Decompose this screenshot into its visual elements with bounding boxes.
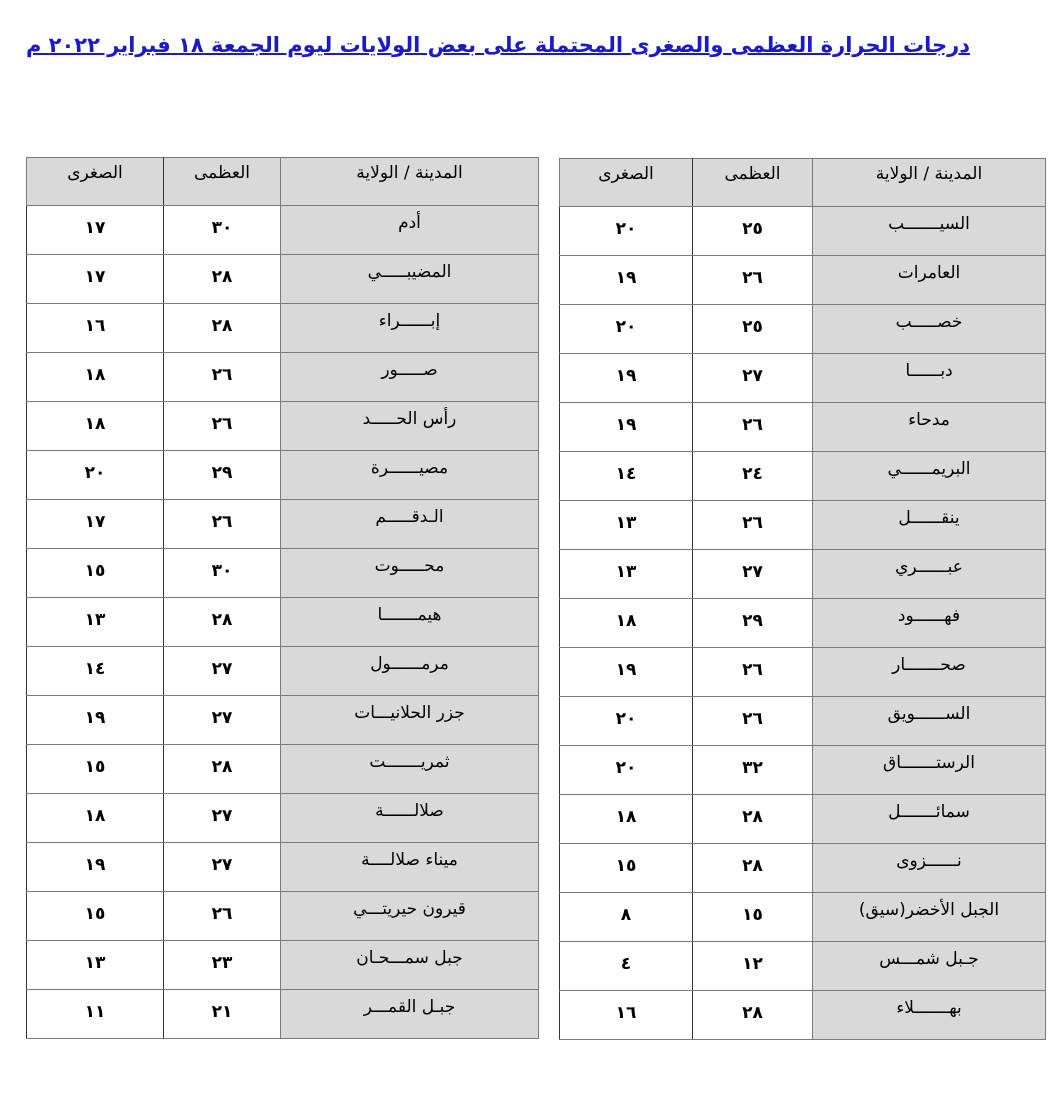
min-temp-cell: ٢٠ xyxy=(560,305,693,354)
max-temp-cell: ١٢ xyxy=(693,942,813,991)
city-cell: أدم xyxy=(281,206,539,255)
max-temp-cell: ٢٦ xyxy=(693,501,813,550)
max-temp-cell: ٢٧ xyxy=(164,647,281,696)
city-cell: إبــــــراء xyxy=(281,304,539,353)
city-cell: الرستـــــــاق xyxy=(813,746,1046,795)
max-temp-cell: ٢٦ xyxy=(693,403,813,452)
city-cell: عبــــــري xyxy=(813,550,1046,599)
header-city: المدينة / الولاية xyxy=(281,158,539,206)
max-temp-cell: ٢٩ xyxy=(693,599,813,648)
max-temp-cell: ٢٦ xyxy=(164,353,281,402)
table-row xyxy=(27,304,539,353)
table-row xyxy=(27,500,539,549)
max-temp-cell: ٢٦ xyxy=(164,402,281,451)
max-temp-cell: ٢٧ xyxy=(693,550,813,599)
min-temp-cell: ١٤ xyxy=(27,647,164,696)
city-cell: العامرات xyxy=(813,256,1046,305)
city-cell: صـــــور xyxy=(281,353,539,402)
min-temp-cell: ٢٠ xyxy=(27,451,164,500)
max-temp-cell: ٢٣ xyxy=(164,941,281,990)
min-temp-cell: ١٣ xyxy=(560,550,693,599)
min-temp-cell: ٤ xyxy=(560,942,693,991)
min-temp-cell: ١٩ xyxy=(27,843,164,892)
max-temp-cell: ٢١ xyxy=(164,990,281,1039)
city-cell: الســــــويق xyxy=(813,697,1046,746)
min-temp-cell: ١٩ xyxy=(560,648,693,697)
max-temp-cell: ٣٢ xyxy=(693,746,813,795)
header-max: العظمى xyxy=(164,158,281,206)
max-temp-cell: ٢٦ xyxy=(164,500,281,549)
table-row xyxy=(27,598,539,647)
min-temp-cell: ٢٠ xyxy=(560,207,693,256)
table-row xyxy=(27,353,539,402)
max-temp-cell: ٢٨ xyxy=(693,991,813,1040)
max-temp-cell: ٢٧ xyxy=(164,843,281,892)
table-row xyxy=(27,745,539,794)
city-cell: رأس الحـــــد xyxy=(281,402,539,451)
max-temp-cell: ٢٨ xyxy=(164,745,281,794)
city-cell: محـــــوت xyxy=(281,549,539,598)
table-row xyxy=(560,550,1046,599)
header-max: العظمى xyxy=(693,159,813,207)
table-row xyxy=(560,256,1046,305)
city-cell: صحـــــــار xyxy=(813,648,1046,697)
min-temp-cell: ٢٠ xyxy=(560,746,693,795)
min-temp-cell: ١٩ xyxy=(560,354,693,403)
city-cell: الـدقـــــم xyxy=(281,500,539,549)
table-row xyxy=(560,354,1046,403)
header-city: المدينة / الولاية xyxy=(813,159,1046,207)
table-row xyxy=(27,794,539,843)
city-cell: مصيــــــرة xyxy=(281,451,539,500)
city-cell: صلالــــــة xyxy=(281,794,539,843)
table-row xyxy=(27,255,539,304)
min-temp-cell: ١٦ xyxy=(560,991,693,1040)
min-temp-cell: ١٩ xyxy=(560,256,693,305)
max-temp-cell: ٢٧ xyxy=(164,794,281,843)
table-row xyxy=(27,402,539,451)
min-temp-cell: ١٥ xyxy=(27,549,164,598)
table-row xyxy=(27,206,539,255)
table-row xyxy=(560,991,1046,1040)
table-row xyxy=(560,697,1046,746)
table-header-row xyxy=(560,159,1046,207)
min-temp-cell: ١٧ xyxy=(27,500,164,549)
right-temperature-table xyxy=(559,158,1046,1040)
table-row xyxy=(560,795,1046,844)
table-row xyxy=(27,549,539,598)
max-temp-cell: ٢٥ xyxy=(693,305,813,354)
max-temp-cell: ٣٠ xyxy=(164,206,281,255)
city-cell: ينقــــــل xyxy=(813,501,1046,550)
city-cell: جـبل شمـــس xyxy=(813,942,1046,991)
table-row xyxy=(560,599,1046,648)
city-cell: ثمريـــــــت xyxy=(281,745,539,794)
table-row xyxy=(560,893,1046,942)
max-temp-cell: ٢٨ xyxy=(164,255,281,304)
max-temp-cell: ٢٦ xyxy=(164,892,281,941)
max-temp-cell: ٢٥ xyxy=(693,207,813,256)
table-row xyxy=(560,844,1046,893)
table-row xyxy=(27,696,539,745)
max-temp-cell: ٢٨ xyxy=(164,598,281,647)
city-cell: هيمـــــــا xyxy=(281,598,539,647)
max-temp-cell: ٢٦ xyxy=(693,256,813,305)
min-temp-cell: ٢٠ xyxy=(560,697,693,746)
table-row xyxy=(560,403,1046,452)
min-temp-cell: ١٩ xyxy=(27,696,164,745)
min-temp-cell: ٨ xyxy=(560,893,693,942)
city-cell: جبـل القمـــر xyxy=(281,990,539,1039)
city-cell: جبل سمـــحـان xyxy=(281,941,539,990)
table-row xyxy=(560,942,1046,991)
max-temp-cell: ٢٧ xyxy=(164,696,281,745)
max-temp-cell: ١٥ xyxy=(693,893,813,942)
min-temp-cell: ١٧ xyxy=(27,255,164,304)
page-title: درجات الحرارة العظمى والصغرى المحتملة على بعض الولايات ليوم الجمعة ١٨ فبراير ٢٠٢٢ م xyxy=(25,33,970,57)
city-cell: سمائـــــــل xyxy=(813,795,1046,844)
table-row xyxy=(27,451,539,500)
min-temp-cell: ١٦ xyxy=(27,304,164,353)
table-row xyxy=(27,892,539,941)
city-cell: خصـــــب xyxy=(813,305,1046,354)
min-temp-cell: ١٥ xyxy=(27,745,164,794)
min-temp-cell: ١٨ xyxy=(560,795,693,844)
table-row xyxy=(560,648,1046,697)
max-temp-cell: ٢٧ xyxy=(693,354,813,403)
city-cell: المضيبـــــي xyxy=(281,255,539,304)
min-temp-cell: ١٩ xyxy=(560,403,693,452)
city-cell: بهـــــــلاء xyxy=(813,991,1046,1040)
min-temp-cell: ١٨ xyxy=(27,353,164,402)
table-row xyxy=(560,501,1046,550)
min-temp-cell: ١٣ xyxy=(560,501,693,550)
city-cell: الجبل الأخضر(سيق) xyxy=(813,893,1046,942)
table-row xyxy=(27,990,539,1039)
header-min: الصغرى xyxy=(27,158,164,206)
min-temp-cell: ١٧ xyxy=(27,206,164,255)
table-row xyxy=(27,647,539,696)
city-cell: قيرون حيريتـــي xyxy=(281,892,539,941)
table-row xyxy=(560,305,1046,354)
min-temp-cell: ١١ xyxy=(27,990,164,1039)
city-cell: مدحاء xyxy=(813,403,1046,452)
min-temp-cell: ١٥ xyxy=(560,844,693,893)
table-row xyxy=(560,452,1046,501)
header-min: الصغرى xyxy=(560,159,693,207)
table-row xyxy=(560,207,1046,256)
max-temp-cell: ٢٦ xyxy=(693,697,813,746)
city-cell: نــــــزوى xyxy=(813,844,1046,893)
max-temp-cell: ٢٨ xyxy=(164,304,281,353)
max-temp-cell: ٢٨ xyxy=(693,844,813,893)
city-cell: فهــــــود xyxy=(813,599,1046,648)
city-cell: دبــــــا xyxy=(813,354,1046,403)
max-temp-cell: ٢٩ xyxy=(164,451,281,500)
city-cell: البريمــــــي xyxy=(813,452,1046,501)
min-temp-cell: ١٤ xyxy=(560,452,693,501)
min-temp-cell: ١٣ xyxy=(27,598,164,647)
min-temp-cell: ١٥ xyxy=(27,892,164,941)
table-row xyxy=(27,941,539,990)
min-temp-cell: ١٣ xyxy=(27,941,164,990)
max-temp-cell: ٢٤ xyxy=(693,452,813,501)
min-temp-cell: ١٨ xyxy=(560,599,693,648)
max-temp-cell: ٣٠ xyxy=(164,549,281,598)
city-cell: ميناء صلالــــة xyxy=(281,843,539,892)
max-temp-cell: ٢٨ xyxy=(693,795,813,844)
city-cell: السيـــــــب xyxy=(813,207,1046,256)
left-temperature-table xyxy=(26,157,539,1039)
city-cell: مرمــــــول xyxy=(281,647,539,696)
min-temp-cell: ١٨ xyxy=(27,794,164,843)
table-row xyxy=(560,746,1046,795)
max-temp-cell: ٢٦ xyxy=(693,648,813,697)
table-header-row xyxy=(27,158,539,206)
city-cell: جزر الحلانيـــات xyxy=(281,696,539,745)
min-temp-cell: ١٨ xyxy=(27,402,164,451)
table-row xyxy=(27,843,539,892)
